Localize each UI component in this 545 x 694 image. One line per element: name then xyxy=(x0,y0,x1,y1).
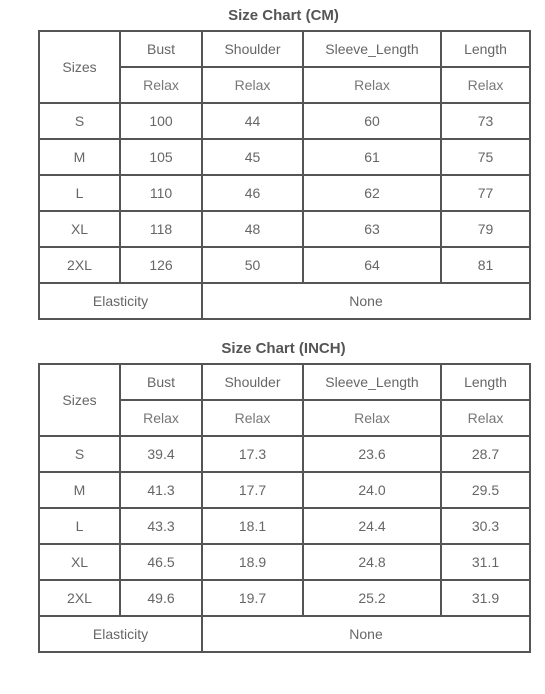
shoulder-cell: 46 xyxy=(202,175,303,211)
fit-label-sleeve-length: Relax xyxy=(303,400,441,436)
header-shoulder: Shoulder xyxy=(202,364,303,400)
bust-cell: 43.3 xyxy=(120,508,202,544)
table-row xyxy=(39,472,530,508)
shoulder-cell: 44 xyxy=(202,103,303,139)
shoulder-cell: 18.9 xyxy=(202,544,303,580)
fit-label-length: Relax xyxy=(441,400,530,436)
length-cell: 31.9 xyxy=(441,580,530,616)
table-row xyxy=(39,103,530,139)
table-row xyxy=(39,139,530,175)
fit-label-shoulder: Relax xyxy=(202,67,303,103)
table-row xyxy=(39,211,530,247)
sleeve-length-cell: 24.8 xyxy=(303,544,441,580)
sleeve-length-cell: 25.2 xyxy=(303,580,441,616)
table-row xyxy=(39,580,530,616)
length-cell: 73 xyxy=(441,103,530,139)
bust-cell: 110 xyxy=(120,175,202,211)
size-cell: S xyxy=(39,103,120,139)
size-cell: L xyxy=(39,508,120,544)
sleeve-length-cell: 23.6 xyxy=(303,436,441,472)
elasticity-row xyxy=(39,283,530,319)
size-cell: L xyxy=(39,175,120,211)
length-cell: 30.3 xyxy=(441,508,530,544)
size-cell: XL xyxy=(39,211,120,247)
table-row xyxy=(39,544,530,580)
fit-label-length: Relax xyxy=(441,67,530,103)
elasticity-row xyxy=(39,616,530,652)
elasticity-value: None xyxy=(202,616,530,652)
size-cell: 2XL xyxy=(39,247,120,283)
size-cell: XL xyxy=(39,544,120,580)
shoulder-cell: 17.3 xyxy=(202,436,303,472)
header-length: Length xyxy=(441,364,530,400)
bust-cell: 118 xyxy=(120,211,202,247)
bust-cell: 41.3 xyxy=(120,472,202,508)
bust-cell: 39.4 xyxy=(120,436,202,472)
size-chart-cm-title: Size Chart (CM) xyxy=(228,7,339,24)
shoulder-cell: 18.1 xyxy=(202,508,303,544)
length-cell: 81 xyxy=(441,247,530,283)
sleeve-length-cell: 61 xyxy=(303,139,441,175)
elasticity-label: Elasticity xyxy=(39,616,202,652)
length-cell: 79 xyxy=(441,211,530,247)
length-cell: 29.5 xyxy=(441,472,530,508)
table-row xyxy=(39,436,530,472)
header-sizes: Sizes xyxy=(39,31,120,103)
elasticity-label: Elasticity xyxy=(39,283,202,319)
table-row xyxy=(39,247,530,283)
sleeve-length-cell: 64 xyxy=(303,247,441,283)
elasticity-value: None xyxy=(202,283,530,319)
bust-cell: 46.5 xyxy=(120,544,202,580)
sleeve-length-cell: 62 xyxy=(303,175,441,211)
shoulder-cell: 48 xyxy=(202,211,303,247)
header-sleeve-length: Sleeve_Length xyxy=(303,31,441,67)
size-chart-inch-table xyxy=(38,363,531,653)
fit-label-bust: Relax xyxy=(120,400,202,436)
table-row xyxy=(39,175,530,211)
size-cell: 2XL xyxy=(39,580,120,616)
sleeve-length-cell: 24.4 xyxy=(303,508,441,544)
bust-cell: 100 xyxy=(120,103,202,139)
sleeve-length-cell: 63 xyxy=(303,211,441,247)
size-chart-inch-title: Size Chart (INCH) xyxy=(221,340,346,357)
header-bust: Bust xyxy=(120,31,202,67)
table-row xyxy=(39,508,530,544)
header-row xyxy=(39,31,530,67)
header-bust: Bust xyxy=(120,364,202,400)
shoulder-cell: 50 xyxy=(202,247,303,283)
header-length: Length xyxy=(441,31,530,67)
bust-cell: 49.6 xyxy=(120,580,202,616)
fit-label-shoulder: Relax xyxy=(202,400,303,436)
shoulder-cell: 45 xyxy=(202,139,303,175)
shoulder-cell: 17.7 xyxy=(202,472,303,508)
sleeve-length-cell: 60 xyxy=(303,103,441,139)
size-chart-cm-table xyxy=(38,30,531,320)
fit-label-sleeve-length: Relax xyxy=(303,67,441,103)
size-cell: S xyxy=(39,436,120,472)
bust-cell: 105 xyxy=(120,139,202,175)
bust-cell: 126 xyxy=(120,247,202,283)
length-cell: 28.7 xyxy=(441,436,530,472)
size-cell: M xyxy=(39,139,120,175)
fit-label-bust: Relax xyxy=(120,67,202,103)
header-row xyxy=(39,364,530,400)
header-sleeve-length: Sleeve_Length xyxy=(303,364,441,400)
length-cell: 77 xyxy=(441,175,530,211)
shoulder-cell: 19.7 xyxy=(202,580,303,616)
header-shoulder: Shoulder xyxy=(202,31,303,67)
sleeve-length-cell: 24.0 xyxy=(303,472,441,508)
header-sizes: Sizes xyxy=(39,364,120,436)
size-cell: M xyxy=(39,472,120,508)
length-cell: 75 xyxy=(441,139,530,175)
length-cell: 31.1 xyxy=(441,544,530,580)
